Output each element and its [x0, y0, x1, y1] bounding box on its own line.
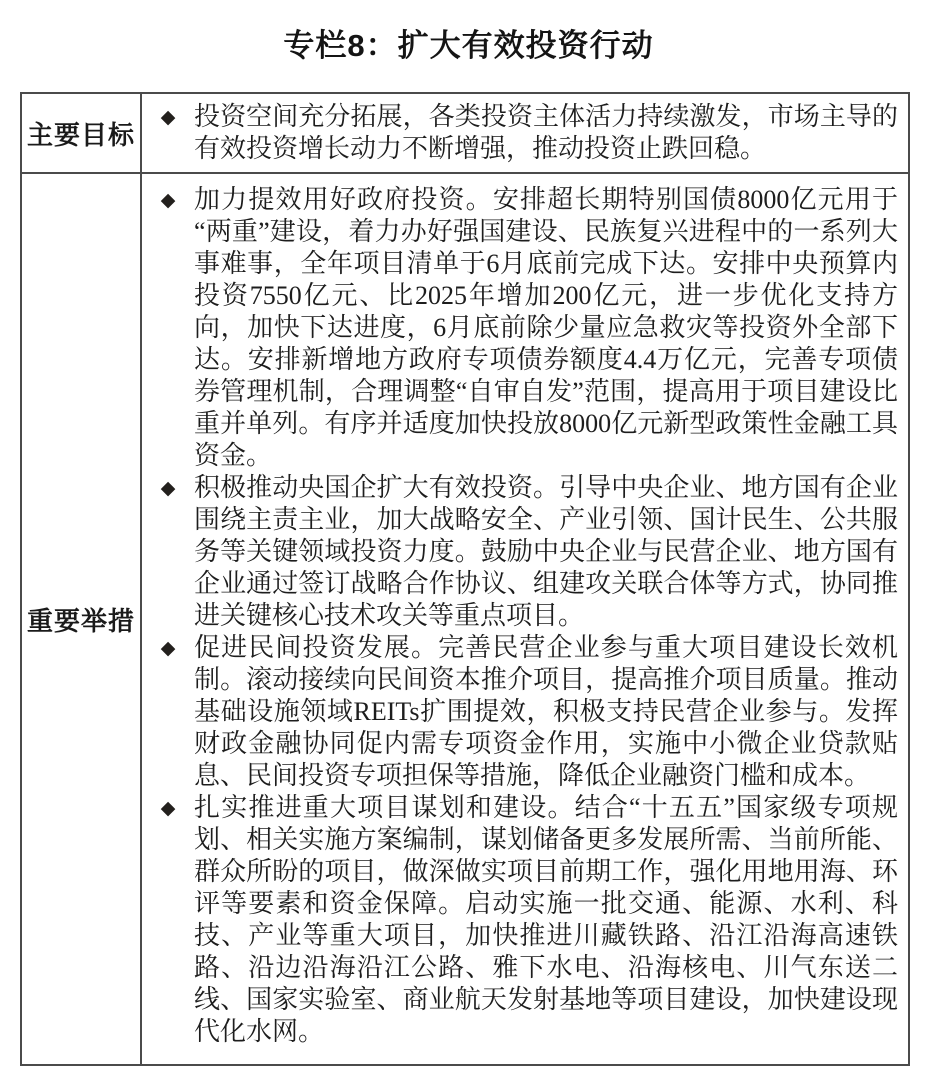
bullet-item — [142, 792, 898, 1048]
bullet-text: 加力提效用好政府投资。安排超长期特别国债8000亿元用于“两重”建设，着力办好强国建设、民族复兴进程中的一系列大事难事，全年项目清单于6月底前完成下达。安排中央预算内投资7550亿元、比2025年增加200亿元，进一步优化支持方向，加快下达进度，6月底前除少量应急救灾等投资外全部下达。安排新增地方政府专项债券额度4.4万亿元，完善专项债券管理机制，合理调整“自审自发”范围，提高用于项目建设比重并单列。有序并适度加快投放8000亿元新型政策性金融工具资金。 — [194, 185, 898, 470]
bullet-text: 促进民间投资发展。完善民营企业参与重大项目建设长效机制。滚动接续向民间资本推介项目，提高推介项目质量。推动基础设施领域REITs扩围提效，积极支持民营企业参与。发挥财政金融协同促内需专项资金作用，实施中小微企业贷款贴息、民间投资专项担保等措施，降低企业融资门槛和成本。 — [194, 633, 898, 790]
bullet-item — [142, 101, 898, 165]
bullet-item — [142, 632, 898, 792]
content-cell-main-goals — [142, 94, 908, 172]
bullet-item — [142, 472, 898, 632]
diamond-bullet-icon: ◆ — [160, 106, 176, 128]
bullet-item — [142, 184, 898, 472]
diamond-bullet-icon: ◆ — [160, 477, 176, 499]
bullet-text: 扎实推进重大项目谋划和建设。结合“十五五”国家级专项规划、相关实施方案编制，谋划储备更多发展所需、当前所能、群众所盼的项目，做深做实项目前期工作，强化用地用海、环评等要素和资金保障。启动实施一批交通、能源、水利、科技、产业等重大项目，加快推进川藏铁路、沿江沿海高速铁路、沿边沿海沿江公路、雅下水电、沿海核电、川气东送二线、国家实验室、商业航天发射基地等项目建设，加快建设现代化水网。 — [194, 793, 898, 1046]
table-row-key-measures — [22, 172, 908, 1064]
policy-box-table — [20, 92, 910, 1066]
page-title: 专栏8：扩大有效投资行动 — [283, 28, 654, 63]
content-cell-key-measures — [142, 174, 908, 1064]
table-row-main-goals — [22, 94, 908, 172]
diamond-bullet-icon: ◆ — [160, 189, 176, 211]
diamond-bullet-icon: ◆ — [160, 637, 176, 659]
bullet-text: 积极推动央国企扩大有效投资。引导中央企业、地方国有企业围绕主责主业，加大战略安全、产业引领、国计民生、公共服务等关键领域投资力度。鼓励中央企业与民营企业、地方国有企业通过签订战略合作协议、组建攻关联合体等方式，协同推进关键核心技术攻关等重点项目。 — [194, 473, 898, 630]
row-label-key-measures: 重要举措 — [22, 174, 142, 1064]
row-label-main-goals: 主要目标 — [22, 94, 142, 172]
bullet-text: 投资空间充分拓展，各类投资主体活力持续激发，市场主导的有效投资增长动力不断增强，推动投资止跌回稳。 — [194, 102, 898, 163]
diamond-bullet-icon: ◆ — [160, 797, 176, 819]
